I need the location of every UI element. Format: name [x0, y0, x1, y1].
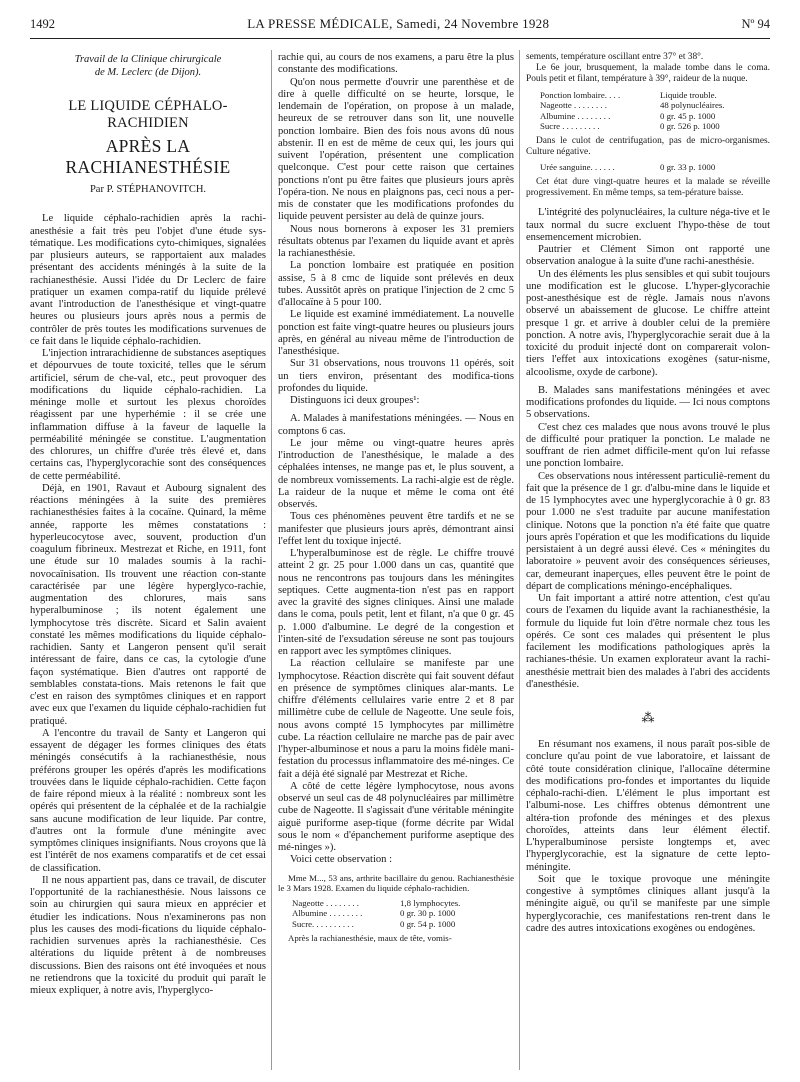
paragraph: L'intégrité des polynucléaires, la culture néga-tive et le taux normal du sucre excluent l'hypo-thèse de tout ensemencement microbien. — [526, 207, 770, 243]
paragraph: En résumant nos examens, il nous paraît pos-sible de conclure qu'au point de vue laboratoire, et laissant de côté toute considération clinique, l'allocaïne détermine des modifications pro-fondes et importantes du liquide céphalo-rachi-dien. L'élément le plus important est l'albumi-nose. Les chiffres obtenus démontrent une altéra-tion profonde des méninges et des plexus choroïdes, atteints dans leur élément électif. L'hyperalbuminose persiste longtemps et, avec l'hyperglycorachie, est la signature de cette lepto-méningite. — [526, 739, 770, 873]
paragraph: Distinguons ici deux groupes¹: — [290, 395, 420, 406]
paragraph: A l'encontre du travail de Santy et Langeron qui essayent de dégager les formes cliniques des états méningés consécutifs à la rachianesthésie, nous préférons grouper les opérés d'après les modifications trouvées dans le liquide céphalo-rachidien. Cette façon de faire répond mieux à la réalité : nombreux sont les opérés qui présentent de la céphalée et de la rachialgie sans aucune modification de leur liquide. Par contre, d'autres ont la formule d'une méningite avec symptômes cliniques insignifiants. Nous croyons que là est l'intérêt de nos examens comparatifs et de cet essai de classification. — [30, 727, 266, 874]
lab-row: Nageotte . . . . . . . . 48 polynucléaires. — [540, 100, 725, 111]
paragraph: rachie qui, au cours de nos examens, a paru être la plus constante des modifications. — [278, 52, 514, 76]
issue-number: Nº 94 — [741, 17, 770, 31]
paragraph: L'injection intrarachidienne de substances aseptiques et dépourvues de toute toxicité, telles que le sérum artificiel, sérum de che-val, etc., peut provoquer des modifications du liquide céphalo-rachidien. La méninge molle et surtout les plexus choroïdes réagissent par une hyperhémie : il se crée une inflammation diffuse à la faveur de laquelle la perméabilité méningée se constitue. L'augmentation des chlorures, un chiffre d'urée très élevé et, dans certains cas, l'hyperglycorachie sont des conséquences de cette perméabilité. — [30, 348, 266, 482]
paragraph: Il ne nous appartient pas, dans ce travail, de discuter l'opportunité de la rachianesthésie. Nous laissons ce soin au chirurgien qui saura mieux en apprécier et étudier les indications. Nous n'examinerons pas non plus les causes des modi-fications du liquide céphalo-rachidien survenues après la rachianesthésie. Ces altérations du liquide prêtent à de nombreuses discussions. Bien des raisons ont été invoquées et nous ne retiendrons que la toxicité du produit qui paraît le mieux expliquer, à notre avis, l'hyperglyco- — [30, 874, 266, 996]
observation-intro: Mme M..., 53 ans, arthrite bacillaire du genou. Rachianesthésie le 3 Mars 1928. Examen du liquide céphalo-rachidien. — [278, 872, 514, 894]
paragraph: Ces observations nous intéressent particuliè-rement du fait que la présence de 1 gr. d'albu-mine dans le liquide et de 15 lymphocytes avec une hyperglycorachie à 0 gr. 83 pour 1.000 ne s'est traduite par aucune manifestation clinique. Notons que la ponction n'a été faite que quatre jours après l'opération et que les modifications du liquide persistaient à un degré aussi élevé. Ces « méningites du laboratoire » peuvent avoir des conséquences sérieuses, car, demeurant inaperçues, elles peuvent être le point de départ de complications méningo-encéphaliques. — [526, 470, 770, 592]
page-number: 1492 — [30, 17, 55, 31]
paragraph: Le liquide est examiné immédiatement. La nouvelle ponction est faite vingt-quatre heures ou plusieurs jours après, en général au niveau même de l'introduction de l'anesthésique. — [278, 309, 514, 357]
lab-row: Nageotte . . . . . . . . 1,8 lymphocytes. — [292, 897, 461, 908]
journal-title: LA PRESSE MÉDICALE, Samedi, 24 Novembre 1928 — [247, 16, 550, 31]
column-rule — [271, 50, 272, 1070]
lab-row: Sucre . . . . . . . . . 0 gr. 526 p. 1000 — [540, 121, 720, 132]
paragraph: Déjà, en 1901, Ravaut et Aubourg signalent des réactions méningées à la suite des premières rachianesthésies faites à la cocaïne. Quinard, la même année, rapporte les mêmes constatations : hyperleucocytose avec, souvent, production d'un coagulum fibrineux. Mestrezat et Riche, en 1911, font une étude sur 10 malades soumis à la rachi-novocaïnisation. Ils trouvent une réaction con-stante caractérisée par une légère hyperglyco-rachie, augmentation des chlorures, mais sans hyperalbuminose ; ils notent également une lymphocytose très discrète. Sicard et Salin avaient constaté les mêmes modifications du liquide céphalo-rachidien. Santy et Langeron pensent qu'il serait intéressant de faire, dans ce cas, la cytologie d'une façon systématique. Bien d'autres ont rapporté de semblables constata-tions. Mais retenons le fait que c'est en raison des symptômes cliniques et en rapport avec eux que l'examen du liquide céphalo-rachidien fut pratiqué. — [30, 482, 266, 727]
observation-after: Après la rachianesthésie, maux de tête, vomis- — [288, 933, 452, 944]
paragraph: C'est chez ces malades que nous avons trouvé le plus de difficulté pour pratiquer la ponction. Le malade ne souffrant de rien admet difficile-ment qu'on lui refasse une ponction lombaire. — [526, 421, 770, 470]
article-origin: Travail de la Clinique chirurgicale de M. Leclerc (de Dijon). — [74, 54, 222, 78]
paragraph: Qu'on nous permette d'ouvrir une parenthèse et de dire à quelle difficulté on se heurte, lorsque, le lendemain de l'opération, on propose à un malade, heureux de se retrouver dans son lit, une nouvelle ponction lombaire. Bien des fois nous avons dû nous abstenir. Il en est de même de ceux qui, les jours qui suivent l'opération, présentent une complication quelconque. C'est pour cette raison que certaines ponctions n'ont pu être faites que plusieurs jours après l'opéra-tion. Ne nous en plaignons pas, ceci nous a per-mis de constater que les modifications profondes du liquide peuvent persister au delà de quinze jours. — [278, 76, 514, 223]
column-2 — [278, 52, 514, 1072]
lab-row: Ponction lombaire. . . . Liquide trouble. — [540, 89, 717, 100]
paragraph: Nous nous bornerons à exposer les 31 premiers résultats obtenus par l'examen du liquide avant et après la rachianesthésie. — [278, 223, 514, 259]
paragraph: Le liquide céphalo-rachidien après la rachi-anesthésie a fait très peu l'objet d'une étude sys-tématique. Les modifications cyto-chimiques, signalées par plusieurs auteurs, se rapportaient aux malades présentant des accidents méningés à la suite de la rachianesthésie. Aussi l'idée du Dr Leclerc de faire pratiquer un examen compa-ratif du liquide prélevé avant l'introduction de l'anesthésique et vingt-quatre heures ou plusieurs jours après nous a permis de contrôler de près toutes les modifications survenues de ce fait dans le liquide céphalo-rachidien. — [30, 213, 266, 347]
section-heading-a: A. Malades à manifestations méningées. — Nous en comptons 6 cas. — [278, 413, 514, 437]
paragraph: A côté de cette légère lymphocytose, nous avons observé un seul cas de 48 polynucléaires par millimètre cube de Nageotte. Il s'agissait d'une véritable méningite aiguë puriforme asep-tique (forme décrite par Widal sous le nom « d'épanchement puriforme aseptique des mé-ninges »). — [278, 780, 514, 853]
section-separator: ⁂ — [641, 710, 655, 726]
column-rule — [519, 50, 520, 1070]
paragraph: Tous ces phénomènes peuvent être tardifs et ne se manifester que plusieurs jours après, démontrant ainsi l'effet lent du toxique injecté. — [278, 511, 514, 547]
column-3 — [526, 52, 770, 1072]
paragraph: Un fait important a attiré notre attention, c'est qu'au cours de l'examen du liquide avant la rachianesthésie, la formule du liquide fut loin d'être normale chez tous les opérés. Ce sont ces malades qui présentent le plus facilement les modifications pathologiques après la rachianes-thésie. Un examen explorateur avant la rachi-anesthésie mettrait bien des malades à l'abri des accidents d'anesthésie. — [526, 593, 770, 690]
lab-row: Albumine . . . . . . . . 0 gr. 45 p. 1000 — [540, 110, 716, 121]
lab-row: Urée sanguine. . . . . . 0 gr. 33 p. 1000 — [540, 162, 716, 173]
paragraph: Le jour même ou vingt-quatre heures après l'introduction de l'anesthésique, le malade a des céphalées intenses, ne mange pas et, le plus souvent, a de nombreux vomissements. La rachi-algie est de règle. La raideur de la nuque et même le coma ont été observés. — [278, 437, 514, 510]
column-1 — [30, 52, 266, 1072]
lab-row: Sucre. . . . . . . . . . 0 gr. 54 p. 1000 — [292, 918, 456, 929]
article-title-line-2: APRÈS LA RACHIANESTHÉSIE — [65, 136, 231, 177]
lab-row: Albumine . . . . . . . . 0 gr. 30 p. 1000 — [292, 908, 456, 919]
paragraph: L'hyperalbuminose est de règle. Le chiffre trouvé atteint 2 gr. 25 pour 1.000 dans un cas, quantité que nous ne rencontrons pas toujours dans les méningites septiques. Cette augmenta-tion n'est pas en rapport avec la gravité des signes cliniques. Ainsi une malade dans le coma, pouls petit, lent et filant, n'a que 0 gr. 45 p. 1.000 d'albumine. Le degré de la congestion et l'inten-sité de l'exsudation séreuse ne sont pas toujours en rapport avec les symptômes cliniques. — [278, 548, 514, 657]
paragraph: La réaction cellulaire se manifeste par une lymphocytose. Réaction discrète qui fait souvent défaut en présence de symptômes cliniques alar-mants. Le chiffre d'éléments cellulaires varie entre 2 et 8 par millimètre cube de cellule de Nageotte. Une seule fois, nous avons compté 15 lymphocytes par millimètre cube. La réaction cellulaire ne marche pas de pair avec l'hyper-albuminose et nous a paru la moins fidèle mani-festation du processus inflammatoire des mé-ninges. Ce fait a déjà été signalé par Mestrezat et Riche. — [278, 658, 514, 780]
article-title-line-1: LE LIQUIDE CÉPHALO-RACHIDIEN — [68, 98, 228, 131]
observation-block — [278, 873, 514, 945]
page-header — [30, 16, 770, 39]
section-heading-b: B. Malades sans manifestations méningées et avec modifications profondes du liquide. — Ici nous comptons 5 observations. — [526, 384, 770, 421]
paragraph: La ponction lombaire est pratiquée en position assise, 5 à 8 cmc de liquide sont prélevés en deux tubes. Aussitôt après on pratique l'injection de 2 cmc 5 d'allocaïne à 5 pour 100. — [278, 260, 514, 308]
observation-continued: sements, température oscillant entre 37° et 38°. Le 6e jour, brusquement, la malade tombe dans le coma. Pouls petit et filant, température à 39°, raideur de la nuque. Ponction lombaire. . . . Liquide trouble. Nageotte . . . . . . . . 48 polynucléaires. Albumine . . . . . . . . 0 gr. 45 p. 1000 Sucre . . . . . . . . . 0 gr. 526 p. 1000 Dans le culot de centrifugation, pas de micro-organismes. Culture négative. Urée sanguine. . . . . . 0 gr. 33 p. 1000 Cet état dure vingt-quatre heures et la malade se réveille progressivement. En même temps, sa tem-pérature baisse. — [526, 52, 770, 199]
paragraph: Voici cette observation : — [290, 854, 393, 866]
article-byline: Par P. STÉPHANOVITCH. — [89, 184, 207, 195]
paragraph: Sur 31 observations, nous trouvons 11 opérés, soit un tiers environ, présentant des modifica-tions profondes du liquide. — [278, 358, 514, 394]
paragraph: Soit que le toxique provoque une méningite congestive à symptômes cliniques allant jusqu'à la méningite aiguë, ou qu'il se manifeste par une simple hyperglycorachie, ces manifestations ren-trent dans le cadre des autres intoxications exogènes ou endogènes. — [526, 873, 770, 934]
paragraph: Pautrier et Clément Simon ont rapporté une observation analogue à la suite d'une rachi-anesthésie. — [526, 244, 770, 268]
paragraph: Un des éléments les plus sensibles et qui subit toujours une modification est le glucose. L'hyper-glycorachie post-anesthésique est de règle. Jamais nous n'avons observé un abaissement de glucose. Le chiffre atteint presque 1 gr. et arrive à doubler celui de la première ponction. A notre avis, l'hyperglycorachie serait due à la toxicité du produit injecté dont on comparerait volon-tiers l'effet aux intoxications exogènes (satur-nisme, alcoolisme, oxyde de carbone). — [526, 268, 770, 378]
